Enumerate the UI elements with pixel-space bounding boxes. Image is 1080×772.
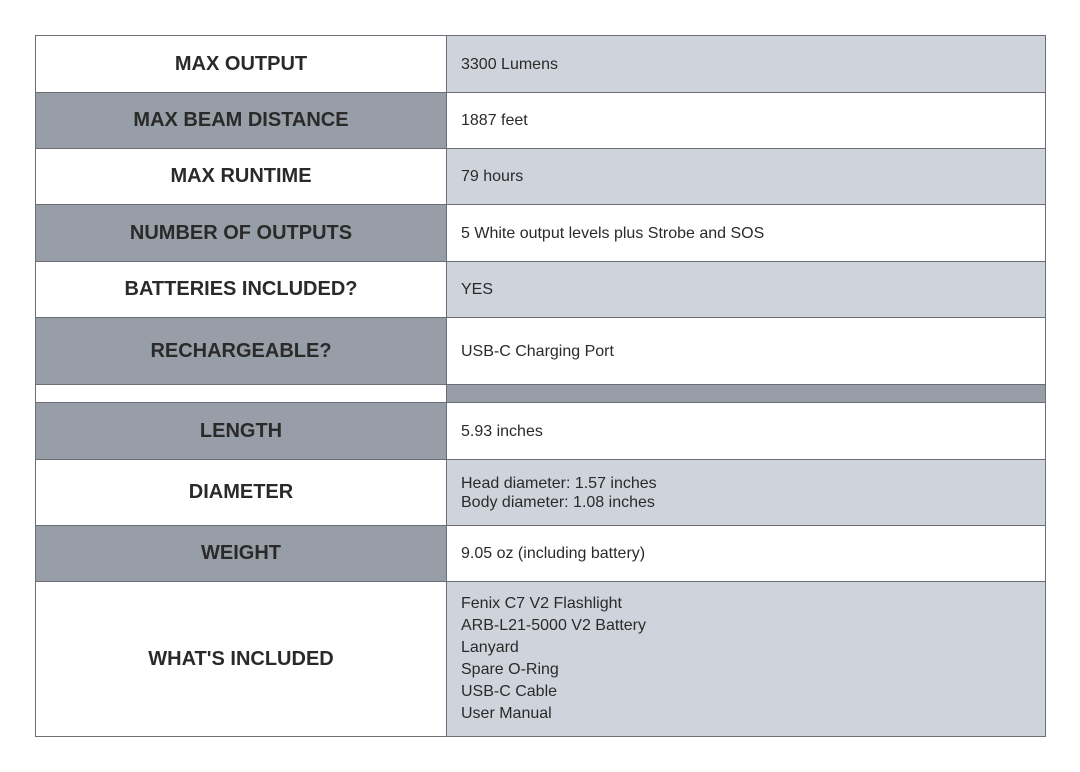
spec-row-length [36, 403, 1046, 460]
spec-row-whats-included [36, 582, 1046, 737]
spec-value: 79 hours [447, 149, 1046, 205]
spec-label: MAX OUTPUT [36, 36, 447, 93]
spec-row-max-beam-distance [36, 93, 1046, 149]
spec-label: NUMBER OF OUTPUTS [36, 205, 447, 262]
spec-value: 5.93 inches [447, 403, 1046, 460]
spec-row-batteries-included [36, 262, 1046, 318]
spec-row-rechargeable [36, 318, 1046, 385]
spec-row-number-of-outputs [36, 205, 1046, 262]
spec-value: YES [447, 262, 1046, 318]
spec-row-diameter [36, 460, 1046, 526]
spacer-label [36, 385, 447, 403]
included-item: Spare O-Ring [461, 661, 559, 678]
included-item: ARB-L21-5000 V2 Battery [461, 617, 646, 634]
spec-row-max-output [36, 36, 1046, 93]
spec-row-spacer [36, 385, 1046, 403]
spec-value: 9.05 oz (including battery) [447, 526, 1046, 582]
spec-value: 5 White output levels plus Strobe and SOS [447, 205, 1046, 262]
spec-label: WHAT'S INCLUDED [36, 582, 447, 737]
spec-label: WEIGHT [36, 526, 447, 582]
spec-label: LENGTH [36, 403, 447, 460]
spec-row-weight [36, 526, 1046, 582]
included-item: Lanyard [461, 639, 519, 656]
spec-label: MAX RUNTIME [36, 149, 447, 205]
spacer-value [447, 385, 1046, 403]
spec-label: MAX BEAM DISTANCE [36, 93, 447, 149]
spec-label: RECHARGEABLE? [36, 318, 447, 385]
spec-value [447, 460, 1046, 526]
spec-value: 3300 Lumens [447, 36, 1046, 93]
spec-value-line: Head diameter: 1.57 inches [461, 474, 657, 492]
included-item: Fenix C7 V2 Flashlight [461, 595, 622, 612]
spec-label: BATTERIES INCLUDED? [36, 262, 447, 318]
spec-value [447, 582, 1046, 737]
spec-value-line: Body diameter: 1.08 inches [461, 493, 655, 511]
spec-label: DIAMETER [36, 460, 447, 526]
included-item: USB-C Cable [461, 683, 558, 700]
spec-value: USB-C Charging Port [447, 318, 1046, 385]
included-item: User Manual [461, 705, 552, 722]
spec-table [35, 35, 1046, 737]
spec-value: 1887 feet [447, 93, 1046, 149]
spec-row-max-runtime [36, 149, 1046, 205]
